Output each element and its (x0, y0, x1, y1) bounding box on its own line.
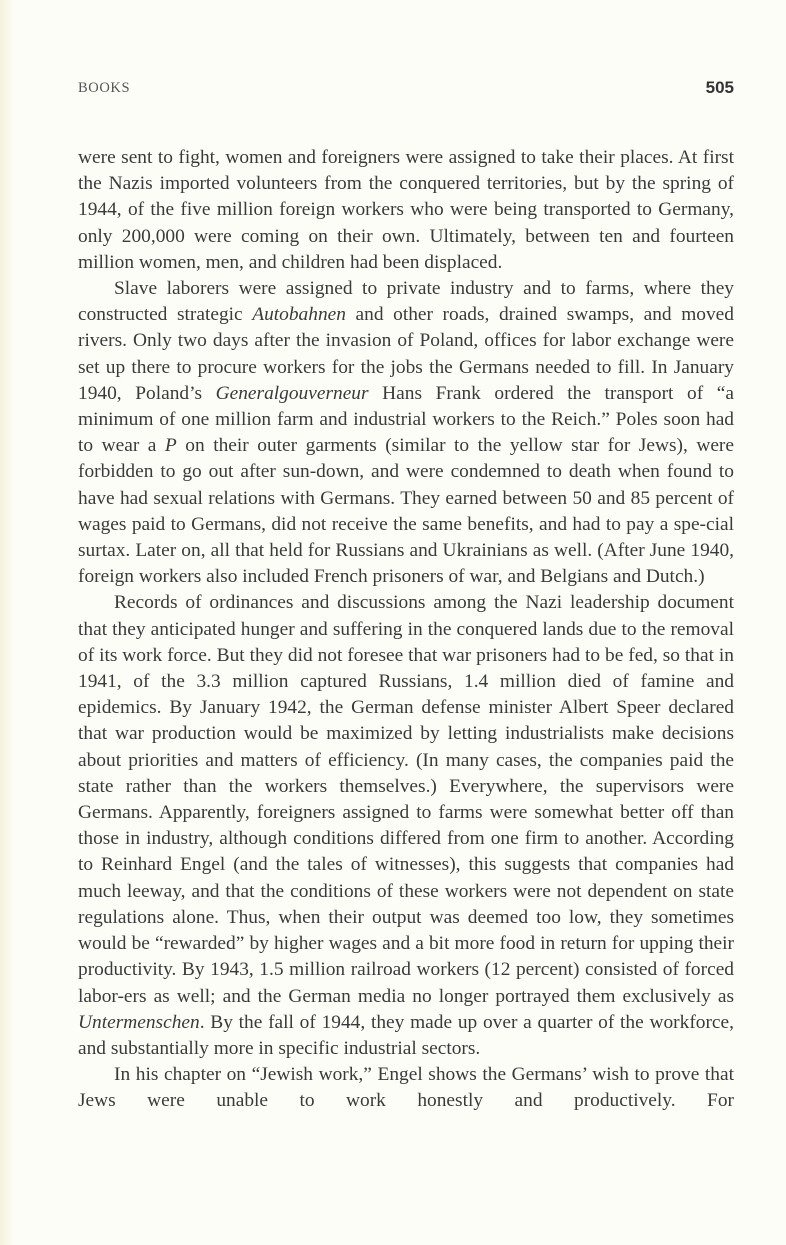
paragraph (78, 1062, 734, 1114)
text-run: and other roads, drained swamps, and moved rivers. Only two days after the invasion of Poland, offices for labor exchange were set up there to procure workers for the jobs the Germans needed to fill. In January 1940, Poland’s (78, 304, 734, 404)
page-number: 505 (705, 78, 734, 97)
text-run: Records of ordinances and discussions among the Nazi leadership document that they anticipated hunger and suffering in the conquered lands due to the removal of its work force. But they did not foresee that war prisoners had to be fed, so that in 1941, of the 3.3 million captured Russians, 1.4 million died of famine and epidemics. By January 1942, the German defense minister Albert Speer declared that war production would be maximized by letting industrialists make decisions about priorities and matters of efficiency. (In many cases, the companies paid the state rather than the workers themselves.) Everywhere, the supervisors were Germans. Apparently, foreigners assigned to farms were somewhat better off than those in industry, although conditions differed from one firm to another. According to Reinhard Engel (and the tales of witnesses), this suggests that companies had much leeway, and that the conditions of these workers were not dependent on state regulations alone. Thus, when their output was deemed too low, they sometimes would be “rewarded” by higher wages and a bit more food in return for upping their productivity. By 1943, 1.5 million railroad workers (12 percent) consisted of forced labor-ers as well; and the German media no longer portrayed them exclusively as (78, 592, 734, 1007)
paragraph (78, 276, 734, 590)
running-head-section: BOOKS (78, 80, 131, 96)
paragraph (78, 590, 734, 1062)
italic-term: Untermenschen (78, 1011, 200, 1033)
paragraph (78, 145, 734, 276)
text-run: Slave laborers were assigned to private industry and to farms, where they constructed strategic (78, 278, 734, 326)
running-head (78, 80, 734, 104)
text-run: Hans Frank ordered the transport of “a minimum of one million farm and industrial workers to the Reich.” Poles soon had to wear a (78, 382, 734, 457)
italic-term: Generalgouverneur (215, 382, 369, 404)
body-text (78, 145, 734, 1115)
italic-term: Autobahnen (252, 304, 346, 326)
text-run: In his chapter on “Jewish work,” Engel shows the Germans’ wish to prove that Jews were unable to work honestly and productively. For (78, 1064, 734, 1112)
text-run: on their outer garments (similar to the yellow star for Jews), were forbidden to go out after sun-down, and were condemned to death when found to have had sexual relations with Germans. They earned between 50 and 85 percent of wages paid to Germans, did not receive the same benefits, and had to pay a spe-cial surtax. Later on, all that held for Russians and Ukrainians as well. (After June 1940, foreign workers also included French prisoners of war, and Belgians and Dutch.) (78, 435, 734, 588)
text-run: . By the fall of 1944, they made up over a quarter of the workforce, and substantially more in specific industrial sectors. (78, 1011, 734, 1059)
text-run: were sent to fight, women and foreigners were assigned to take their places. At first the Nazis imported volunteers from the conquered territories, but by the spring of 1944, of the five million foreign workers who were being transported to Germany, only 200,000 were coming on their own. Ultimately, between ten and fourteen million women, men, and children had been displaced. (78, 147, 734, 273)
italic-term: P (164, 435, 177, 457)
page-edge-shadow (0, 0, 14, 1245)
